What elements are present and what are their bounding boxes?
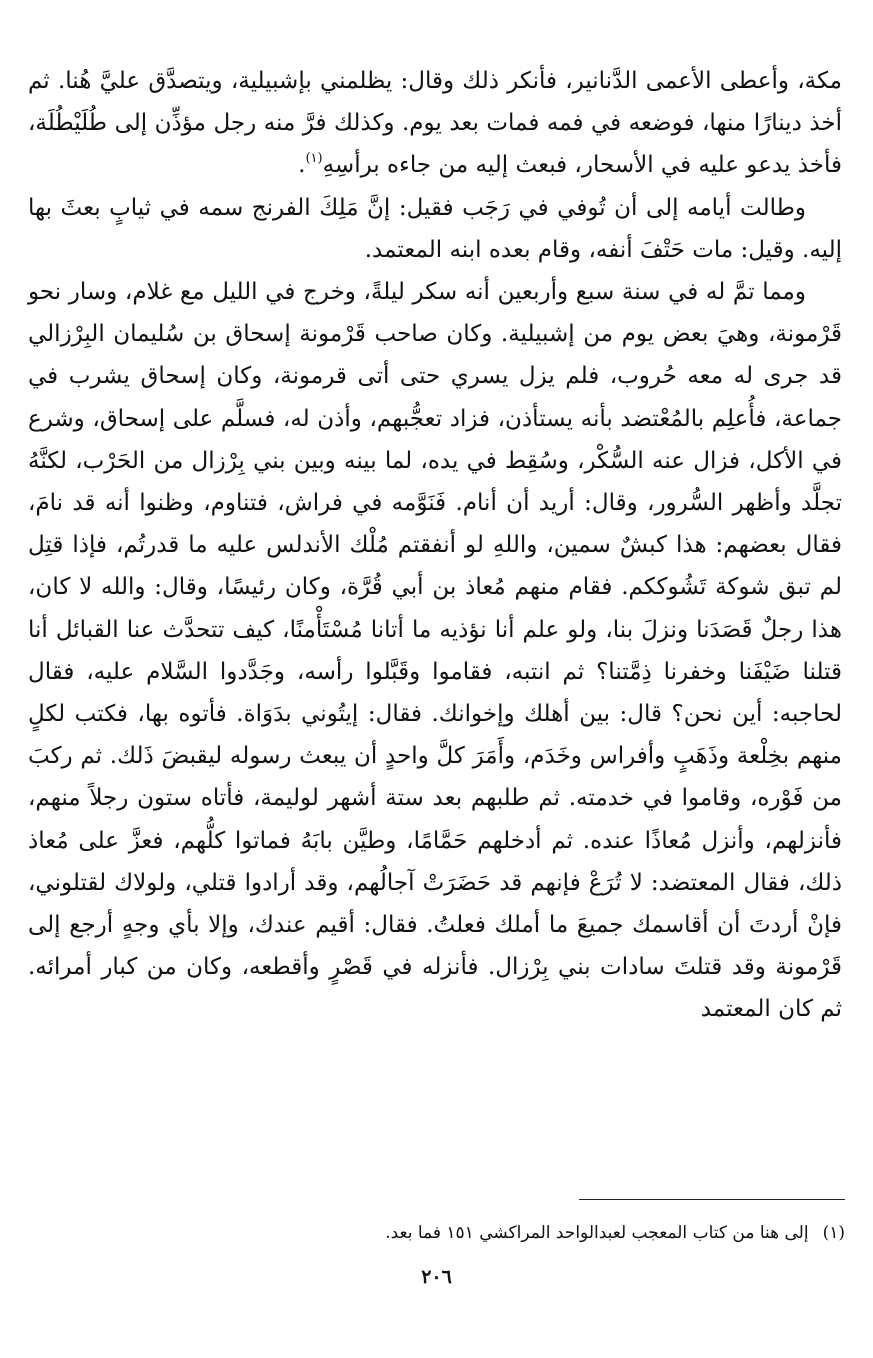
footnote-reference: (١) — [305, 151, 323, 167]
paragraph-1-end: . — [298, 152, 306, 179]
paragraph-3: ومما تمَّ له في سنة سبع وأربعين أنه سكر ليلةً، وخرج في الليل مع غلام، وسار نحو قَرْمونة، وهيَ بعض يوم من إشبيلية. وكان صاحب قَرْمونة إسحاق بن سُليمان البِرْزالي قد جرى له معه حُروب، فلم يزل يسري حتى أتى قرمونة، وكان إسحاق يشرب في جماعة، فأُعلِم بالمُعْتضد بأنه يستأذن، فزاد تعجُّبهم، وأذن له، فسلَّم على إسحاق، وشرع في الأكل، فزال عنه السُّكْر، وسُقِط في يده، لما بينه وبين بني بِرْزال من الحَرْب، لكنَّهُ تجلَّد وأظهر السُّرور، وقال: أريد أن أنام. فَنَوَّمه في فراش، فتناوم، وظنوا أنه قد نامَ، فقال بعضهم: هذا كبشٌ سمين، واللهِ لو أنفقتم مُلْك الأندلس عليه ما قدرتُم، فإذا قتِل لم تبق شوكة تَشُوككم. فقام منهم مُعاذ بن أبي قُرَّة، وكان رئيسًا، وقال: والله لا كان، هذا رجلٌ قَصَدَنا ونزلَ بنا، ولو علم أنا نؤذيه ما أتانا مُسْتَأْمنًا، كيف تتحدَّث عنا القبائل أنا قتلنا ضَيْفَنا وخفرنا ذِمَّتنا؟ ثم انتبه، فقاموا وقَبَّلوا رأسه، وجَدَّدوا السَّلام عليه، فقال لحاجبه: أين نحن؟ قال: بين أهلك وإخوانك. فقال: إيتُوني بدَوَاة. فأتوه بها، فكتب لكلٍ منهم بخِلْعة وذَهَبٍ وأفراس وخَدَم، وأَمَرَ كلَّ واحدٍ أن يبعث رسوله ليقبضَ ذَلك. ثم ركبَ من فَوْره، وقاموا في خدمته. ثم طلبهم بعد ستة أشهر لوليمة، فأتاه ستون رجلاً منهم، فأنزلهم، وأنزل مُعاذًا عنده. ثم أدخلهم حَمَّامًا، وطيَّن بابَهُ فماتوا كلُّهم، فعزَّ على مُعاذ ذلك، فقال المعتضد: لا تُرَعْ فإنهم قد حَضَرَتْ آجالُهم، وقد أرادوا قتلي، ولولاك لقتلوني، فإنْ أردتَ أن أقاسمك جميعَ ما أملك فعلتُ. فقال: أقيم عندك، وإلا بأي وجهٍ أرجع إلى قَرْمونة وقد قتلتَ سادات بني بِرْزال. فأنزله في قَصْرٍ وأقطعه، وكان من كبار أمرائه. ثم كان المعتمد — [28, 279, 843, 1023]
footnote-text: إلى هنا من كتاب المعجب لعبدالواحد المراكشي ١٥١ فما بعد. — [385, 1223, 809, 1243]
paragraph-1-text: مكة، وأعطى الأعمى الدَّنانير، فأنكر ذلك وقال: يظلمني بإشبيلية، ويتصدَّق عليَّ هُنا. ثم أخذ دينارًا منها، فوضعه في فمه فمات بعد يوم. وكذلك فرَّ منه رجل مؤذِّن إلى طُلَيْطُلَة، فأخذ يدعو عليه في الأسحار، فبعث إليه من جاءه برأسِهِ — [28, 68, 842, 179]
paragraph-1 — [28, 60, 842, 187]
footnote — [28, 1220, 845, 1246]
page-content — [28, 60, 842, 1300]
footnote-divider — [579, 1199, 845, 1200]
page-number: ٢٠٦ — [421, 1266, 452, 1288]
main-text — [28, 60, 842, 1031]
footnote-marker: (١) — [822, 1223, 845, 1243]
paragraph-2: وطالت أيامه إلى أن تُوفي في رَجَب فقيل: إنَّ مَلِكَ الفرنج سمه في ثيابٍ بعثَ بها إليه. وقيل: مات حَتْفَ أنفه، وقام بعده ابنه المعتمد. — [28, 194, 842, 263]
